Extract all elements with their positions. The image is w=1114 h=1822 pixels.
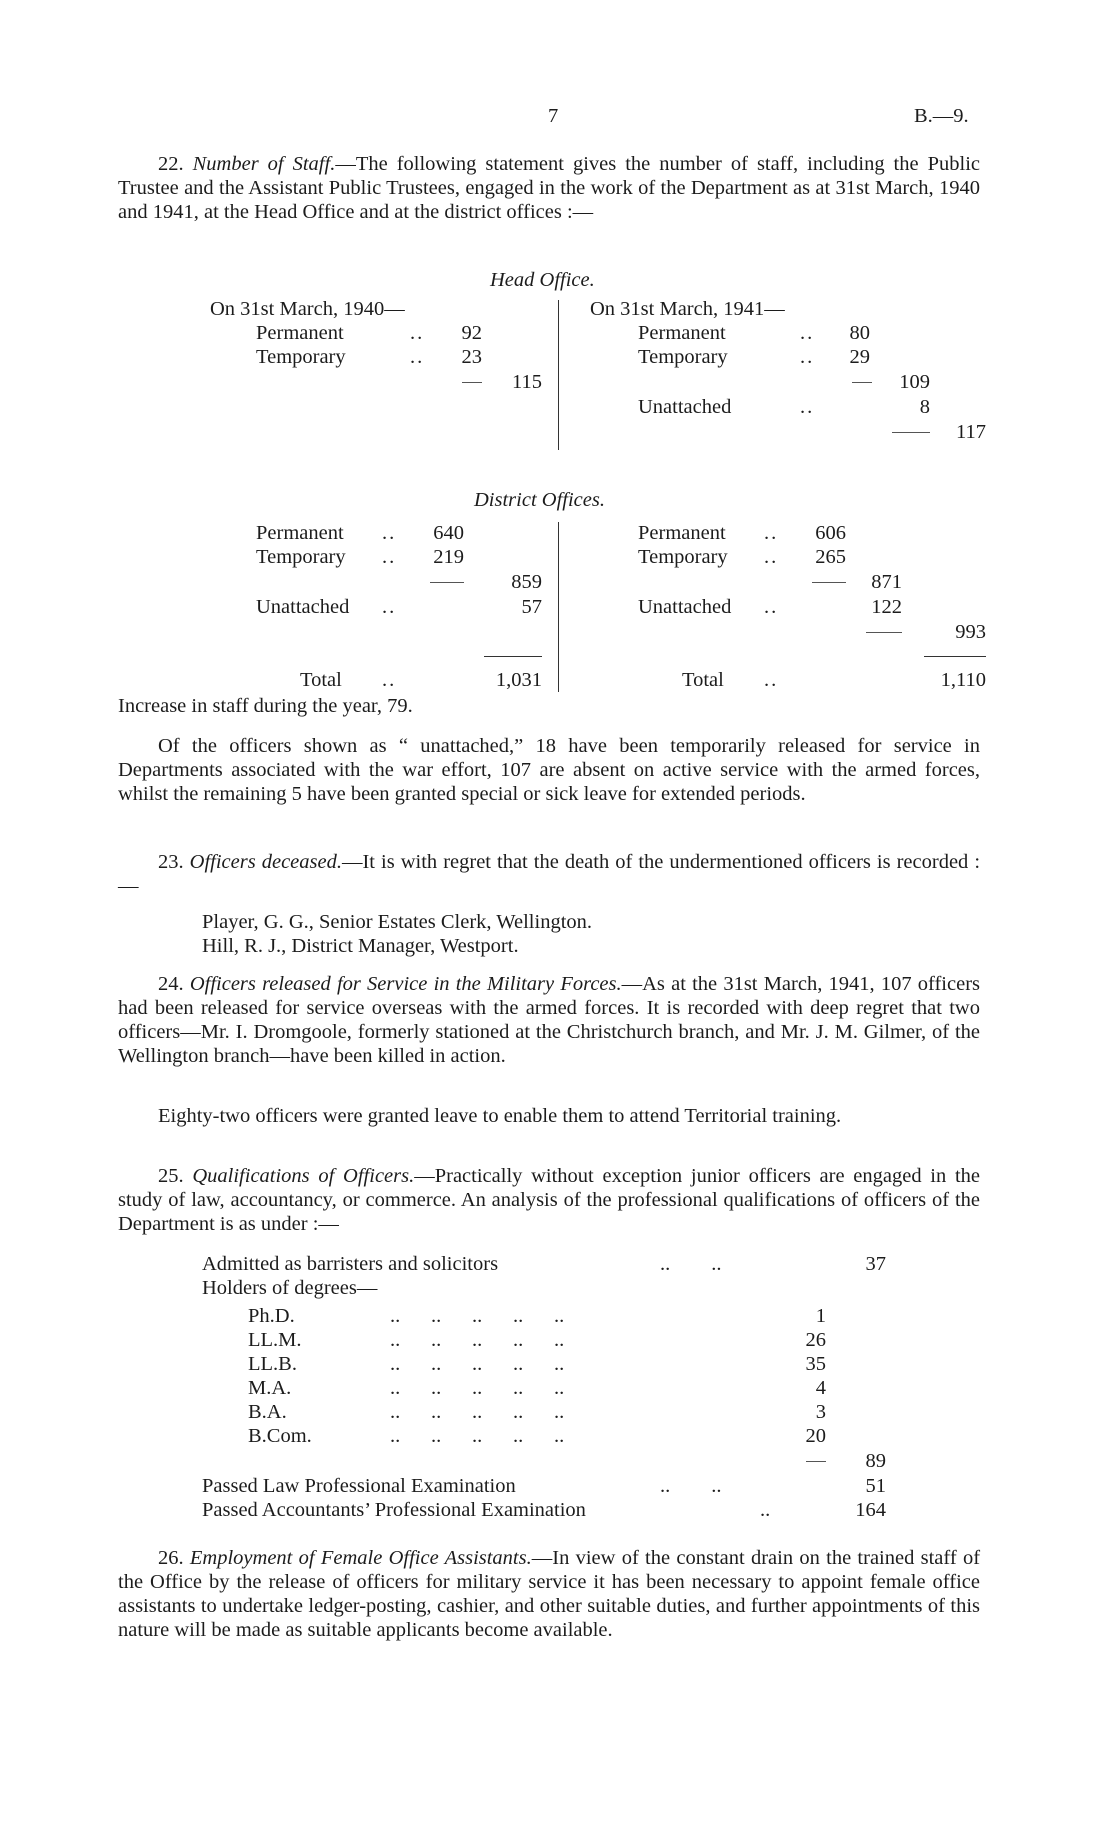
qualification-law-exam-dots: .. ..	[660, 1475, 722, 1497]
district-left-total: 1,031	[495, 669, 542, 691]
deceased-officer-1: Player, G. G., Senior Estates Clerk, Wellington.	[202, 911, 593, 933]
district-left-total-label: Total	[300, 669, 342, 691]
section-24-title: Officers released for Service in the Military Forces.	[189, 973, 622, 995]
district-left-value-2: 219	[433, 546, 464, 568]
section-23-number: 23.	[158, 851, 184, 873]
degree-dots-ma: .. .. .. .. ..	[390, 1377, 565, 1399]
section-26-paragraph	[118, 1546, 980, 1642]
district-left-unattached-label: Unattached	[256, 596, 350, 618]
district-right-total-dots: ..	[764, 669, 779, 691]
degree-value-ba: 3	[815, 1401, 826, 1423]
degree-dots-ba: .. .. .. .. ..	[390, 1401, 565, 1423]
district-right-total: 1,110	[940, 669, 986, 691]
unattached-paragraph: Of the officers shown as “ unattached,” 18 have been temporarily released for service in Departments associated with the war effort, 107 are absent on active service with the armed forces, whilst the remaining 5 have been granted special or sick leave for extended periods.	[118, 735, 980, 805]
section-22-number: 22.	[158, 153, 184, 175]
head-office-title: Head Office.	[490, 269, 595, 291]
district-right-subtotal: 871	[871, 571, 902, 593]
head-office-right-subtotal: 109	[899, 371, 930, 393]
head-office-right-total: 117	[956, 421, 986, 443]
qualification-barristers-dots: .. ..	[660, 1253, 722, 1275]
degrees-total-dash	[806, 1461, 826, 1462]
district-right-dots-1: ..	[764, 522, 779, 544]
degrees-total-value: 89	[865, 1450, 886, 1472]
degree-value-llb: 35	[805, 1353, 826, 1375]
section-25-title: Qualifications of Officers.	[192, 1165, 415, 1187]
qualification-acct-exam-dots: ..	[760, 1499, 771, 1521]
district-right-unattached-value: 122	[871, 596, 902, 618]
district-left-label-1: Permanent	[256, 522, 344, 544]
head-office-right-dots-2: ..	[800, 346, 815, 368]
district-left-value-1: 640	[433, 522, 464, 544]
head-office-left-dash	[462, 382, 482, 383]
district-right-unattached-label: Unattached	[638, 596, 732, 618]
district-right-value-2: 265	[815, 546, 846, 568]
head-office-left-value-2: 23	[461, 346, 482, 368]
section-26-text: —In view of the constant drain on the trained staff of the Office by the release of officers for military service it has been necessary to appoint female office assistants to undertake ledger-posting, cashier, and other suitable duties, and further appointments of this nature will be made as suitable applicants become available.	[118, 1547, 981, 1641]
section-26-title: Employment of Female Office Assistants.	[189, 1547, 532, 1569]
head-office-right-dash-1	[852, 382, 872, 383]
section-24-paragraph-2: Eighty-two officers were granted leave to enable them to attend Territorial training.	[158, 1105, 842, 1127]
deceased-officer-2: Hill, R. J., District Manager, Westport.	[202, 935, 519, 957]
district-offices-title: District Offices.	[474, 489, 605, 511]
degree-dots-phd: .. .. .. .. ..	[390, 1305, 565, 1327]
section-24-text: —As at the 31st March, 1941, 107 officers had been released for service overseas with the armed forces. It is recorded with deep regret that two officers—Mr. I. Dromgoole, formerly stationed at the Christchurch branch, and Mr. J. M. Gilmer, of the Wellington branch—have been killed in action.	[118, 973, 981, 1067]
head-office-divider	[558, 300, 559, 450]
district-right-total-rule	[924, 656, 986, 657]
section-22-title: Number of Staff.	[192, 153, 336, 175]
degree-value-ma: 4	[815, 1377, 826, 1399]
head-office-right-label-1: Permanent	[638, 322, 726, 344]
section-23-title: Officers deceased.	[189, 851, 342, 873]
head-office-right-unattached-label: Unattached	[638, 396, 732, 418]
head-office-right-value-1: 80	[849, 322, 870, 344]
district-left-dots-2: ..	[382, 546, 397, 568]
degree-dots-bcom: .. .. .. .. ..	[390, 1425, 565, 1447]
district-right-label-1: Permanent	[638, 522, 726, 544]
degree-label-bcom: B.Com.	[248, 1425, 312, 1447]
section-23-text: —It is with regret that the death of the undermentioned officers is recorded :—	[118, 851, 981, 897]
degree-value-phd: 1	[815, 1305, 826, 1327]
district-right-label-2: Temporary	[638, 546, 728, 568]
district-right-dash-2	[866, 632, 902, 633]
head-office-left-heading: On 31st March, 1940—	[210, 298, 405, 320]
page-number: 7	[548, 105, 559, 127]
head-office-right-dash-2	[892, 432, 930, 433]
head-office-left-dots-2: ..	[410, 346, 425, 368]
head-office-right-unattached-dots: ..	[800, 396, 815, 418]
district-left-total-dots: ..	[382, 669, 397, 691]
head-office-right-unattached-value: 8	[919, 396, 930, 418]
district-left-subtotal: 859	[511, 571, 542, 593]
section-23-paragraph	[118, 850, 980, 898]
head-office-left-dots-1: ..	[410, 322, 425, 344]
head-office-left-value-1: 92	[461, 322, 482, 344]
section-25-number: 25.	[158, 1165, 184, 1187]
head-office-right-heading: On 31st March, 1941—	[590, 298, 785, 320]
district-right-unattached-total: 993	[955, 621, 986, 643]
qualification-law-exam-label: Passed Law Professional Examination	[202, 1475, 516, 1497]
section-26-number: 26.	[158, 1547, 184, 1569]
qualification-law-exam-value: 51	[865, 1475, 886, 1497]
increase-in-staff-line: Increase in staff during the year, 79.	[118, 695, 413, 717]
district-right-dash-1	[812, 582, 846, 583]
head-office-left-subtotal: 115	[512, 371, 542, 393]
qualification-barristers-label: Admitted as barristers and solicitors	[202, 1253, 499, 1275]
qualification-acct-exam-value: 164	[855, 1499, 886, 1521]
head-office-right-dots-1: ..	[800, 322, 815, 344]
district-right-total-label: Total	[682, 669, 724, 691]
qualification-degrees-label: Holders of degrees—	[202, 1277, 378, 1299]
section-24-paragraph	[118, 972, 980, 1068]
head-office-right-label-2: Temporary	[638, 346, 728, 368]
degree-label-phd: Ph.D.	[248, 1305, 295, 1327]
head-office-right-value-2: 29	[849, 346, 870, 368]
qualification-barristers-value: 37	[865, 1253, 886, 1275]
district-left-dash	[430, 582, 464, 583]
district-left-dots-1: ..	[382, 522, 397, 544]
district-left-unattached-dots: ..	[382, 596, 397, 618]
qualification-acct-exam-label: Passed Accountants’ Professional Examination	[202, 1499, 586, 1521]
section-25-text: —Practically without exception junior officers are engaged in the study of law, accountancy, or commerce. An analysis of the professional qualifications of officers of the Department is as under :—	[118, 1165, 981, 1235]
degree-value-bcom: 20	[805, 1425, 826, 1447]
degree-value-llm: 26	[805, 1329, 826, 1351]
degree-label-ba: B.A.	[248, 1401, 287, 1423]
district-left-total-rule	[484, 656, 542, 657]
district-right-unattached-dots: ..	[764, 596, 779, 618]
document-reference: B.—9.	[914, 105, 969, 127]
degree-label-ma: M.A.	[248, 1377, 292, 1399]
section-22-paragraph	[118, 152, 980, 224]
district-divider	[558, 522, 559, 692]
district-left-unattached-value: 57	[521, 596, 542, 618]
section-25-paragraph	[118, 1164, 980, 1236]
degree-label-llm: LL.M.	[248, 1329, 302, 1351]
head-office-left-label-2: Temporary	[256, 346, 346, 368]
degree-dots-llm: .. .. .. .. ..	[390, 1329, 565, 1351]
district-right-dots-2: ..	[764, 546, 779, 568]
head-office-left-label-1: Permanent	[256, 322, 344, 344]
district-right-value-1: 606	[815, 522, 846, 544]
district-left-label-2: Temporary	[256, 546, 346, 568]
section-22-text: —The following statement gives the number of staff, including the Public Trustee and the Assistant Public Trustees, engaged in the work of the Department as at 31st March, 1940 and 1941, at the Head Office and at the district offices :—	[118, 153, 980, 223]
section-24-number: 24.	[158, 973, 184, 995]
degree-dots-llb: .. .. .. .. ..	[390, 1353, 565, 1375]
degree-label-llb: LL.B.	[248, 1353, 297, 1375]
